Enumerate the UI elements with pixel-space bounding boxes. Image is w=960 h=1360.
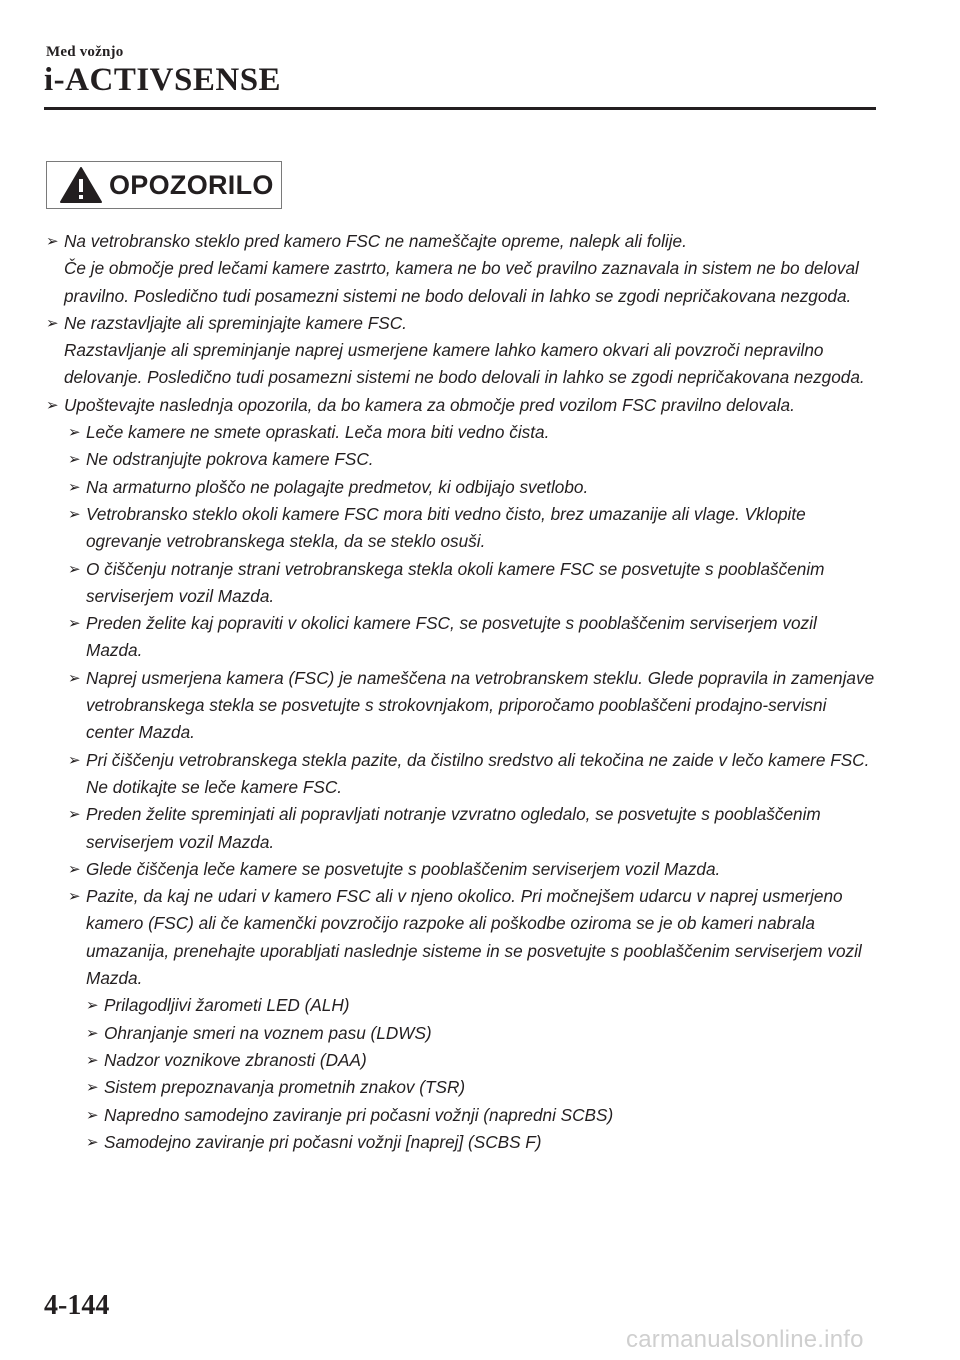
sub-bullet-text: Glede čiščenja leče kamere se posvetujte s pooblaščenim serviserjem vozil Mazda. bbox=[86, 858, 721, 879]
bullet-title: Ne razstavljajte ali spreminjajte kamere FSC. bbox=[64, 312, 407, 333]
chapter-title: i-ACTIVSENSE bbox=[44, 62, 282, 98]
bullet-arrow-icon: ➢ bbox=[86, 1079, 99, 1097]
bullet-arrow-icon: ➢ bbox=[86, 997, 99, 1015]
warning-triangle-icon bbox=[59, 166, 103, 204]
list-item bbox=[46, 392, 876, 419]
bullet-arrow-icon: ➢ bbox=[68, 860, 81, 878]
bullet-arrow-icon: ➢ bbox=[68, 806, 81, 824]
bullet-arrow-icon: ➢ bbox=[68, 615, 81, 633]
bullet-arrow-icon: ➢ bbox=[68, 560, 81, 578]
sub-bullet-text: Preden želite kaj popraviti v okolici kamere FSC, se posvetujte s pooblaščenim serviserjem vozil Mazda. bbox=[86, 613, 817, 661]
list-item bbox=[68, 610, 876, 665]
system-name: Sistem prepoznavanja prometnih znakov (TSR) bbox=[104, 1077, 466, 1098]
list-item bbox=[68, 474, 876, 501]
bullet-arrow-icon: ➢ bbox=[86, 1133, 99, 1151]
bullet-arrow-icon: ➢ bbox=[86, 1024, 99, 1042]
bullet-arrow-icon: ➢ bbox=[86, 1106, 99, 1124]
sub-bullet-text: Naprej usmerjena kamera (FSC) je nameščena na vetrobranskem steklu. Glede popravila in zamenjave vetrobranskega stekla se posvetujte s strokovnjakom, priporočamo pooblaščeni prodajno-servisni center Mazda. bbox=[86, 667, 875, 743]
list-item bbox=[86, 1102, 876, 1129]
sub-bullet-text: Vetrobransko steklo okoli kamere FSC mora biti vedno čisto, brez umazanije ali vlage. Vklopite ogrevanje vetrobranskega stekla, da se steklo osuši. bbox=[86, 503, 806, 552]
list-item bbox=[68, 501, 876, 556]
sub-bullet-text: Pazite, da kaj ne udari v kamero FSC ali v njeno okolico. Pri močnejšem udarcu v naprej usmerjeno kamero (FSC) ali če kamenčki povzročijo razpoke ali poškodbe oziroma se je ob kameri nabrala umazanija, prenehajte uporabljati naslednje sisteme in se posvetujte s pooblaščenim serviserjem vozil Mazda. bbox=[86, 886, 862, 989]
list-item bbox=[68, 446, 876, 473]
warning-content bbox=[46, 228, 876, 1156]
watermark: carmanualsonline.info bbox=[626, 1326, 864, 1353]
system-name: Prilagodljivi žarometi LED (ALH) bbox=[104, 995, 350, 1016]
title-rule bbox=[44, 107, 876, 110]
list-item bbox=[86, 1074, 876, 1101]
bullet-arrow-icon: ➢ bbox=[68, 478, 81, 496]
list-item bbox=[68, 801, 876, 856]
bullet-title: Upoštevajte naslednja opozorila, da bo kamera za območje pred vozilom FSC pravilno delovala. bbox=[64, 394, 795, 415]
list-item bbox=[68, 556, 876, 611]
bullet-arrow-icon: ➢ bbox=[46, 233, 59, 250]
bullet-arrow-icon: ➢ bbox=[46, 314, 59, 332]
bullet-arrow-icon: ➢ bbox=[68, 424, 81, 442]
bullet-arrow-icon: ➢ bbox=[68, 451, 81, 469]
list-item bbox=[46, 310, 876, 392]
system-name: Napredno samodejno zaviranje pri počasni vožnji (napredni SCBS) bbox=[104, 1104, 614, 1125]
list-item bbox=[68, 883, 876, 992]
sub-bullet-text: Leče kamere ne smete opraskati. Leča mora biti vedno čista. bbox=[86, 422, 550, 443]
bullet-arrow-icon: ➢ bbox=[86, 1051, 99, 1069]
section-label: Med vožnjo bbox=[46, 44, 124, 60]
bullet-body: Razstavljanje ali spreminjanje naprej usmerjene kamere lahko kamero okvari ali povzroči nepravilno delovanje. Posledično tudi posamezni sistemi ne bodo delovali in lahko se zgodi nepričakovana nezgoda. bbox=[64, 340, 865, 388]
bullet-arrow-icon: ➢ bbox=[46, 396, 59, 414]
bullet-body: Če je območje pred lečami kamere zastrto, kamera ne bo več pravilno zaznavala in sistem ne bo deloval pravilno. Posledično tudi posamezni sistemi ne bodo delovali in lahko se zgodi nepričakovana nezgoda. bbox=[64, 258, 859, 306]
bullet-arrow-icon: ➢ bbox=[68, 751, 81, 769]
sub-bullet-text: Pri čiščenju vetrobranskega stekla pazite, da čistilno sredstvo ali tekočina ne zaide v lečo kamere FSC. Ne dotikajte se leče kamere FSC. bbox=[86, 749, 870, 797]
sub-bullet-text: Ne odstranjujte pokrova kamere FSC. bbox=[86, 449, 374, 470]
list-item bbox=[68, 747, 876, 802]
warning-box bbox=[46, 161, 282, 209]
top-bullet-list bbox=[46, 228, 876, 419]
system-name: Nadzor voznikove zbranosti (DAA) bbox=[104, 1049, 367, 1070]
list-item bbox=[86, 1047, 876, 1074]
list-item bbox=[46, 228, 876, 310]
list-item bbox=[68, 419, 876, 446]
system-name: Samodejno zaviranje pri počasni vožnji [naprej] (SCBS F) bbox=[104, 1131, 542, 1152]
sub-bullet-text: Preden želite spreminjati ali popravljati notranje vzvratno ogledalo, se posvetujte s pooblaščenim serviserjem vozil Mazda. bbox=[86, 804, 821, 852]
sub-bullet-text: Na armaturno ploščo ne polagajte predmetov, ki odbijajo svetlobo. bbox=[86, 476, 589, 497]
bullet-arrow-icon: ➢ bbox=[68, 669, 81, 687]
page-number: 4-144 bbox=[44, 1290, 110, 1321]
sub-bullet-list bbox=[46, 419, 876, 992]
list-item bbox=[68, 665, 876, 747]
list-item bbox=[86, 1129, 876, 1156]
sub-bullet-text: O čiščenju notranje strani vetrobranskega stekla okoli kamere FSC se posvetujte s pooblaščenim serviserjem vozil Mazda. bbox=[86, 558, 825, 606]
bullet-arrow-icon: ➢ bbox=[68, 505, 81, 523]
list-item bbox=[86, 1020, 876, 1047]
system-list bbox=[46, 992, 876, 1156]
list-item bbox=[68, 856, 876, 883]
list-item bbox=[86, 992, 876, 1019]
system-name: Ohranjanje smeri na voznem pasu (LDWS) bbox=[104, 1022, 432, 1043]
warning-label: OPOZORILO bbox=[109, 169, 274, 200]
bullet-title: Na vetrobransko steklo pred kamero FSC ne nameščajte opreme, nalepk ali folije. bbox=[64, 231, 687, 251]
bullet-arrow-icon: ➢ bbox=[68, 888, 81, 906]
